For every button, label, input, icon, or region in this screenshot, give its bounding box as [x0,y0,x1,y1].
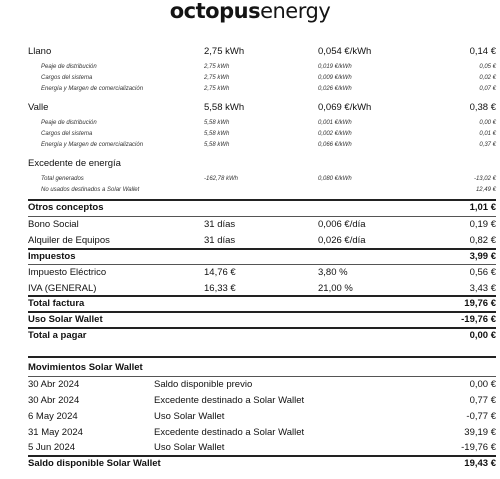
sub-label: Cargos del sistema [41,75,93,81]
mov-amount: 39,19 € [464,427,496,438]
sub-rate: 0,001 €/kWh [318,120,352,126]
sub-kwh: 2,75 kWh [204,86,230,92]
mov-amount: -19,76 € [461,442,496,453]
saldo-amount: 19,43 € [464,458,496,469]
total-pagar-label: Total a pagar [28,330,87,341]
mov-amount: 0,77 € [469,395,496,406]
valle-kwh: 5,58 kWh [204,102,245,113]
concept-amount: 0,82 € [469,235,496,246]
sub-kwh: 5,58 kWh [204,120,230,126]
sub-amount: 0,05 € [479,64,496,70]
sub-amount: 0,00 € [479,120,496,126]
sub-amount: -13,02 € [473,176,496,182]
tax-amount: 3,43 € [469,283,496,294]
otros-row [28,218,496,232]
mov-desc: Uso Solar Wallet [154,442,225,453]
tax-label: Impuesto Eléctrico [28,267,107,278]
uso-wallet-label: Uso Solar Wallet [28,314,103,325]
sub-amount: 12,49 € [475,187,496,193]
movimiento-row [28,394,496,408]
sub-rate: 0,080 €/kWh [318,176,352,182]
excedente-row [28,157,496,171]
sub-rate: 0,019 €/kWh [318,64,352,70]
total-factura-row [28,297,496,311]
movimientos-header [28,361,496,375]
concept-qty: 31 días [204,235,236,246]
concept-label: Alquiler de Equipos [28,235,110,246]
tax-pct: 21,00 % [318,283,353,294]
sub-label: Peaje de distribución [41,120,97,126]
mov-desc: Uso Solar Wallet [154,411,225,422]
sub-label: Peaje de distribución [41,64,97,70]
concept-qty: 31 días [204,219,236,230]
otros-total: 1,01 € [469,202,496,213]
llano-label: Llano [28,46,52,57]
divider [28,376,496,377]
saldo-label: Saldo disponible Solar Wallet [28,458,161,469]
sub-kwh: 5,58 kWh [204,131,230,137]
logo-word-energy: energy [260,0,331,23]
saldo-row [28,457,496,471]
mov-date: 30 Abr 2024 [28,379,80,390]
excedente-sub-row [28,185,496,199]
tax-base: 14,76 € [204,267,236,278]
mov-desc: Excedente destinado a Solar Wallet [154,427,305,438]
total-factura-label: Total factura [28,298,85,309]
otros-label: Otros conceptos [28,202,104,213]
tax-label: IVA (GENERAL) [28,283,97,294]
tax-pct: 3,80 % [318,267,348,278]
mov-date: 31 May 2024 [28,427,83,438]
impuesto-row [28,282,496,296]
mov-desc: Saldo disponible previo [154,379,253,390]
sub-label: Total generados [41,176,84,182]
sub-rate: 0,026 €/kWh [318,86,352,92]
total-pagar-amount: 0,00 € [469,330,496,341]
valle-amount: 0,38 € [469,102,496,113]
concept-amount: 0,19 € [469,219,496,230]
sub-label: No usados destinados a Solar Wallet [41,187,140,193]
mov-amount: 0,00 € [469,379,496,390]
impuestos-label: Impuestos [28,251,76,262]
movimiento-row [28,378,496,392]
impuesto-row [28,266,496,280]
concept-label: Bono Social [28,219,79,230]
valle-row [28,101,496,115]
divider [28,356,496,358]
mov-date: 6 May 2024 [28,411,78,422]
valle-sub-row [28,140,496,154]
concept-rate: 0,026 €/día [318,235,366,246]
uso-wallet-amount: -19,76 € [461,314,496,325]
mov-amount: -0,77 € [466,411,496,422]
mov-desc: Excedente destinado a Solar Wallet [154,395,305,406]
tax-amount: 0,56 € [469,267,496,278]
sub-kwh: 2,75 kWh [204,64,230,70]
llano-row [28,45,496,59]
uso-wallet-row [28,313,496,327]
sub-amount: 0,37 € [479,142,496,148]
sub-kwh: 5,58 kWh [204,142,230,148]
movimiento-row [28,441,496,455]
mov-date: 30 Abr 2024 [28,395,80,406]
sub-amount: 0,02 € [479,75,496,81]
impuestos-total: 3,99 € [469,251,496,262]
concept-rate: 0,006 €/día [318,219,366,230]
sub-kwh: 2,75 kWh [204,75,230,81]
otros-header [28,201,496,215]
otros-row [28,234,496,248]
llano-kwh: 2,75 kWh [204,46,245,57]
sub-amount: 0,01 € [479,131,496,137]
movimiento-row [28,410,496,424]
valle-rate: 0,069 €/kWh [318,102,372,113]
llano-rate: 0,054 €/kWh [318,46,372,57]
sub-rate: 0,009 €/kWh [318,75,352,81]
logo-word-octopus: octopus [169,0,261,23]
movimientos-title: Movimientos Solar Wallet [28,362,143,373]
sub-rate: 0,002 €/kWh [318,131,352,137]
divider [28,216,496,217]
sub-label: Cargos del sistema [41,131,93,137]
impuestos-header [28,250,496,264]
divider [28,264,496,265]
tax-base: 16,33 € [204,283,236,294]
excedente-label: Excedente de energía [28,158,121,169]
sub-kwh: -162,78 kWh [204,176,239,182]
movimiento-row [28,426,496,440]
sub-label: Energía y Margen de comercialización [41,86,144,92]
mov-date: 5 Jun 2024 [28,442,76,453]
valle-label: Valle [28,102,49,113]
sub-amount: 0,07 € [479,86,496,92]
octopus-energy-logo [0,0,500,28]
sub-rate: 0,066 €/kWh [318,142,352,148]
llano-sub-row [28,84,496,98]
sub-label: Energía y Margen de comercialización [41,142,144,148]
total-pagar-row [28,329,496,343]
llano-amount: 0,14 € [469,46,496,57]
total-factura-amount: 19,76 € [464,298,496,309]
